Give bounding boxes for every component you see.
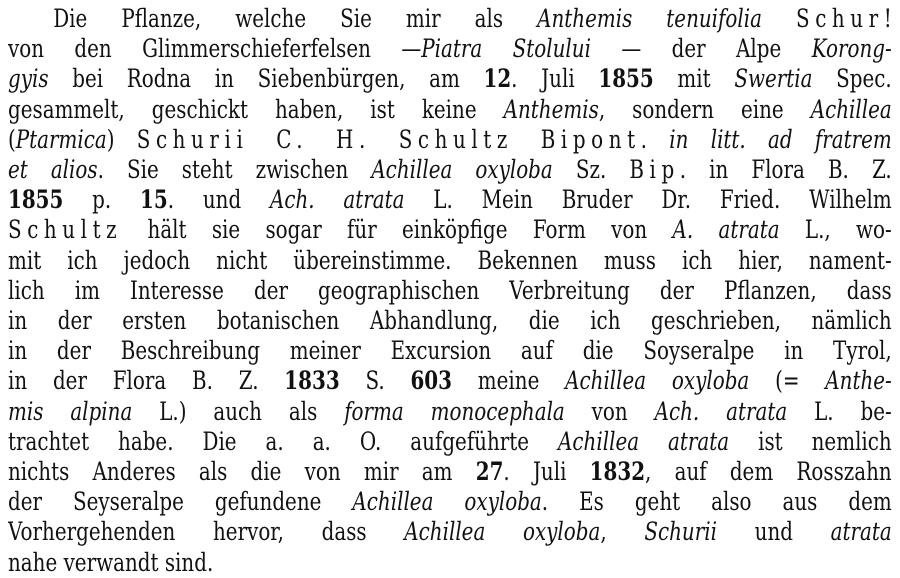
- italic-run: Korong-: [811, 34, 892, 65]
- text-line: [8, 427, 892, 457]
- text-run: (=: [749, 366, 826, 397]
- text-run: und: [716, 517, 831, 548]
- text-run: mit: [653, 64, 735, 95]
- text-run: L. be-: [787, 396, 892, 427]
- paragraph: [8, 4, 892, 578]
- text-run: Spec.: [812, 64, 892, 95]
- text-run: . Es geht also aus dem: [541, 487, 892, 518]
- text-line: [8, 155, 892, 185]
- text-run: p.: [63, 185, 141, 216]
- italic-run: Achillea oxyloba: [371, 155, 553, 186]
- text-run: gesammelt, geschickt haben, ist keine: [8, 94, 504, 125]
- bold-number: 1855: [8, 185, 64, 216]
- text-line: [8, 397, 892, 427]
- italic-run: Swertia: [734, 64, 813, 95]
- text-run: lich im Interesse der geographischen Verbreitung der Pflanzen, dass: [8, 275, 892, 306]
- text-run: , sondern eine: [598, 94, 811, 125]
- bold-number: 1832: [589, 457, 646, 488]
- text-run: [762, 4, 796, 34]
- italic-run: et alios: [8, 155, 98, 186]
- text-line: [8, 457, 892, 487]
- text-line: [8, 306, 892, 336]
- text-line: [8, 548, 892, 578]
- text-run: von den Glimmerschieferfelsen —: [8, 34, 422, 65]
- spaced-name: Schurii C. H. Schultz Bipont: [136, 124, 641, 155]
- text-run: L.) auch als: [132, 396, 345, 427]
- italic-run: Anthemis tenuifolia: [537, 4, 762, 34]
- italic-run: Ach. atrata: [654, 396, 788, 427]
- italic-run: Achillea: [810, 94, 892, 125]
- italic-run: Achillea atrata: [558, 426, 730, 457]
- bold-number: 15: [140, 185, 168, 216]
- bold-number: 603: [410, 366, 452, 397]
- text-line: [8, 336, 892, 366]
- text-run: trachtet habe. Die a. a. O. aufgeführte: [8, 426, 559, 457]
- text-run: . Sie steht zwischen: [97, 155, 372, 186]
- text-run: L. Mein Bruder Dr. Fried. Wilhelm: [404, 185, 892, 216]
- italic-run: mis alpina: [8, 396, 133, 427]
- bold-number: 1855: [598, 64, 654, 95]
- text-run: meine: [451, 366, 566, 397]
- text-run: , auf dem Rosszahn: [645, 457, 892, 488]
- text-run: Vorhergehenden hervor, dass: [8, 517, 405, 548]
- text-run: in der Beschreibung meiner Excursion auf die Soyseralpe in Tyrol,: [8, 336, 892, 367]
- italic-run: atrata: [830, 517, 892, 548]
- bold-number: 27: [475, 457, 504, 488]
- text-run: !: [883, 4, 892, 34]
- text-run: in der Flora B. Z.: [8, 366, 285, 397]
- italic-run: forma monocephala: [344, 396, 565, 427]
- text-run: hält sie sogar für einköpfige Form von: [122, 215, 673, 246]
- text-run: — der Alpe: [590, 34, 812, 65]
- bold-number: 1833: [284, 366, 340, 397]
- italic-run: A. atrata: [672, 215, 780, 246]
- text-run: mit ich jedoch nicht übereinstimme. Bekennen muss ich hier, nament-: [8, 245, 892, 276]
- text-run: ): [106, 124, 137, 155]
- italic-run: Schurii: [644, 517, 717, 548]
- text-run: nahe verwandt sind.: [8, 547, 214, 578]
- text-run: . und: [167, 185, 270, 216]
- text-line: [8, 366, 892, 396]
- text-line: [8, 64, 892, 94]
- italic-run: Achillea oxyloba: [404, 517, 601, 548]
- italic-run: Ach. atrata: [269, 185, 405, 216]
- italic-run: Achillea oxyloba: [352, 487, 542, 518]
- text-run: L., wo-: [779, 215, 892, 246]
- text-run: Die Pflanze, welche Sie mir als: [53, 4, 538, 34]
- text-run: der Seyseralpe gefundene: [8, 487, 353, 518]
- spaced-name: Schultz: [8, 215, 123, 246]
- text-run: (: [8, 124, 16, 155]
- text-run: in der ersten botanischen Abhandlung, die ich geschrieben, nämlich: [8, 306, 892, 337]
- text-line: [8, 4, 892, 34]
- text-run: bei Rodna in Siebenbürgen, am: [48, 64, 484, 95]
- spaced-name: Bip: [629, 155, 680, 186]
- text-run: von: [564, 396, 655, 427]
- text-run: ,: [600, 517, 645, 548]
- text-run: . Juli: [503, 457, 590, 488]
- text-line: [8, 246, 892, 276]
- italic-run: in litt. ad fratrem: [669, 124, 892, 155]
- spaced-name: Schur: [795, 4, 884, 34]
- italic-run: Achillea oxyloba: [565, 366, 750, 397]
- italic-run: Anthemis: [503, 94, 599, 125]
- italic-run: Anthe-: [825, 366, 892, 397]
- text-run: . in Flora B. Z.: [679, 155, 892, 186]
- text-run: nichts Anderes als die von mir am: [8, 457, 476, 488]
- text-line: [8, 215, 892, 245]
- italic-run: Ptarmica: [15, 124, 107, 155]
- text-line: [8, 125, 892, 155]
- text-line: [8, 276, 892, 306]
- bold-number: 12: [483, 64, 512, 95]
- text-line: [8, 95, 892, 125]
- text-line: [8, 185, 892, 215]
- text-line: [8, 487, 892, 517]
- text-run: .: [640, 124, 670, 155]
- text-run: Sz.: [552, 155, 630, 186]
- text-line: [8, 517, 892, 547]
- italic-run: Piatra Stolului: [421, 34, 591, 65]
- italic-run: gyis: [8, 64, 49, 95]
- text-run: . Juli: [511, 64, 599, 95]
- text-run: ist nemlich: [729, 426, 892, 457]
- text-run: S.: [339, 366, 411, 397]
- text-line: [8, 34, 892, 64]
